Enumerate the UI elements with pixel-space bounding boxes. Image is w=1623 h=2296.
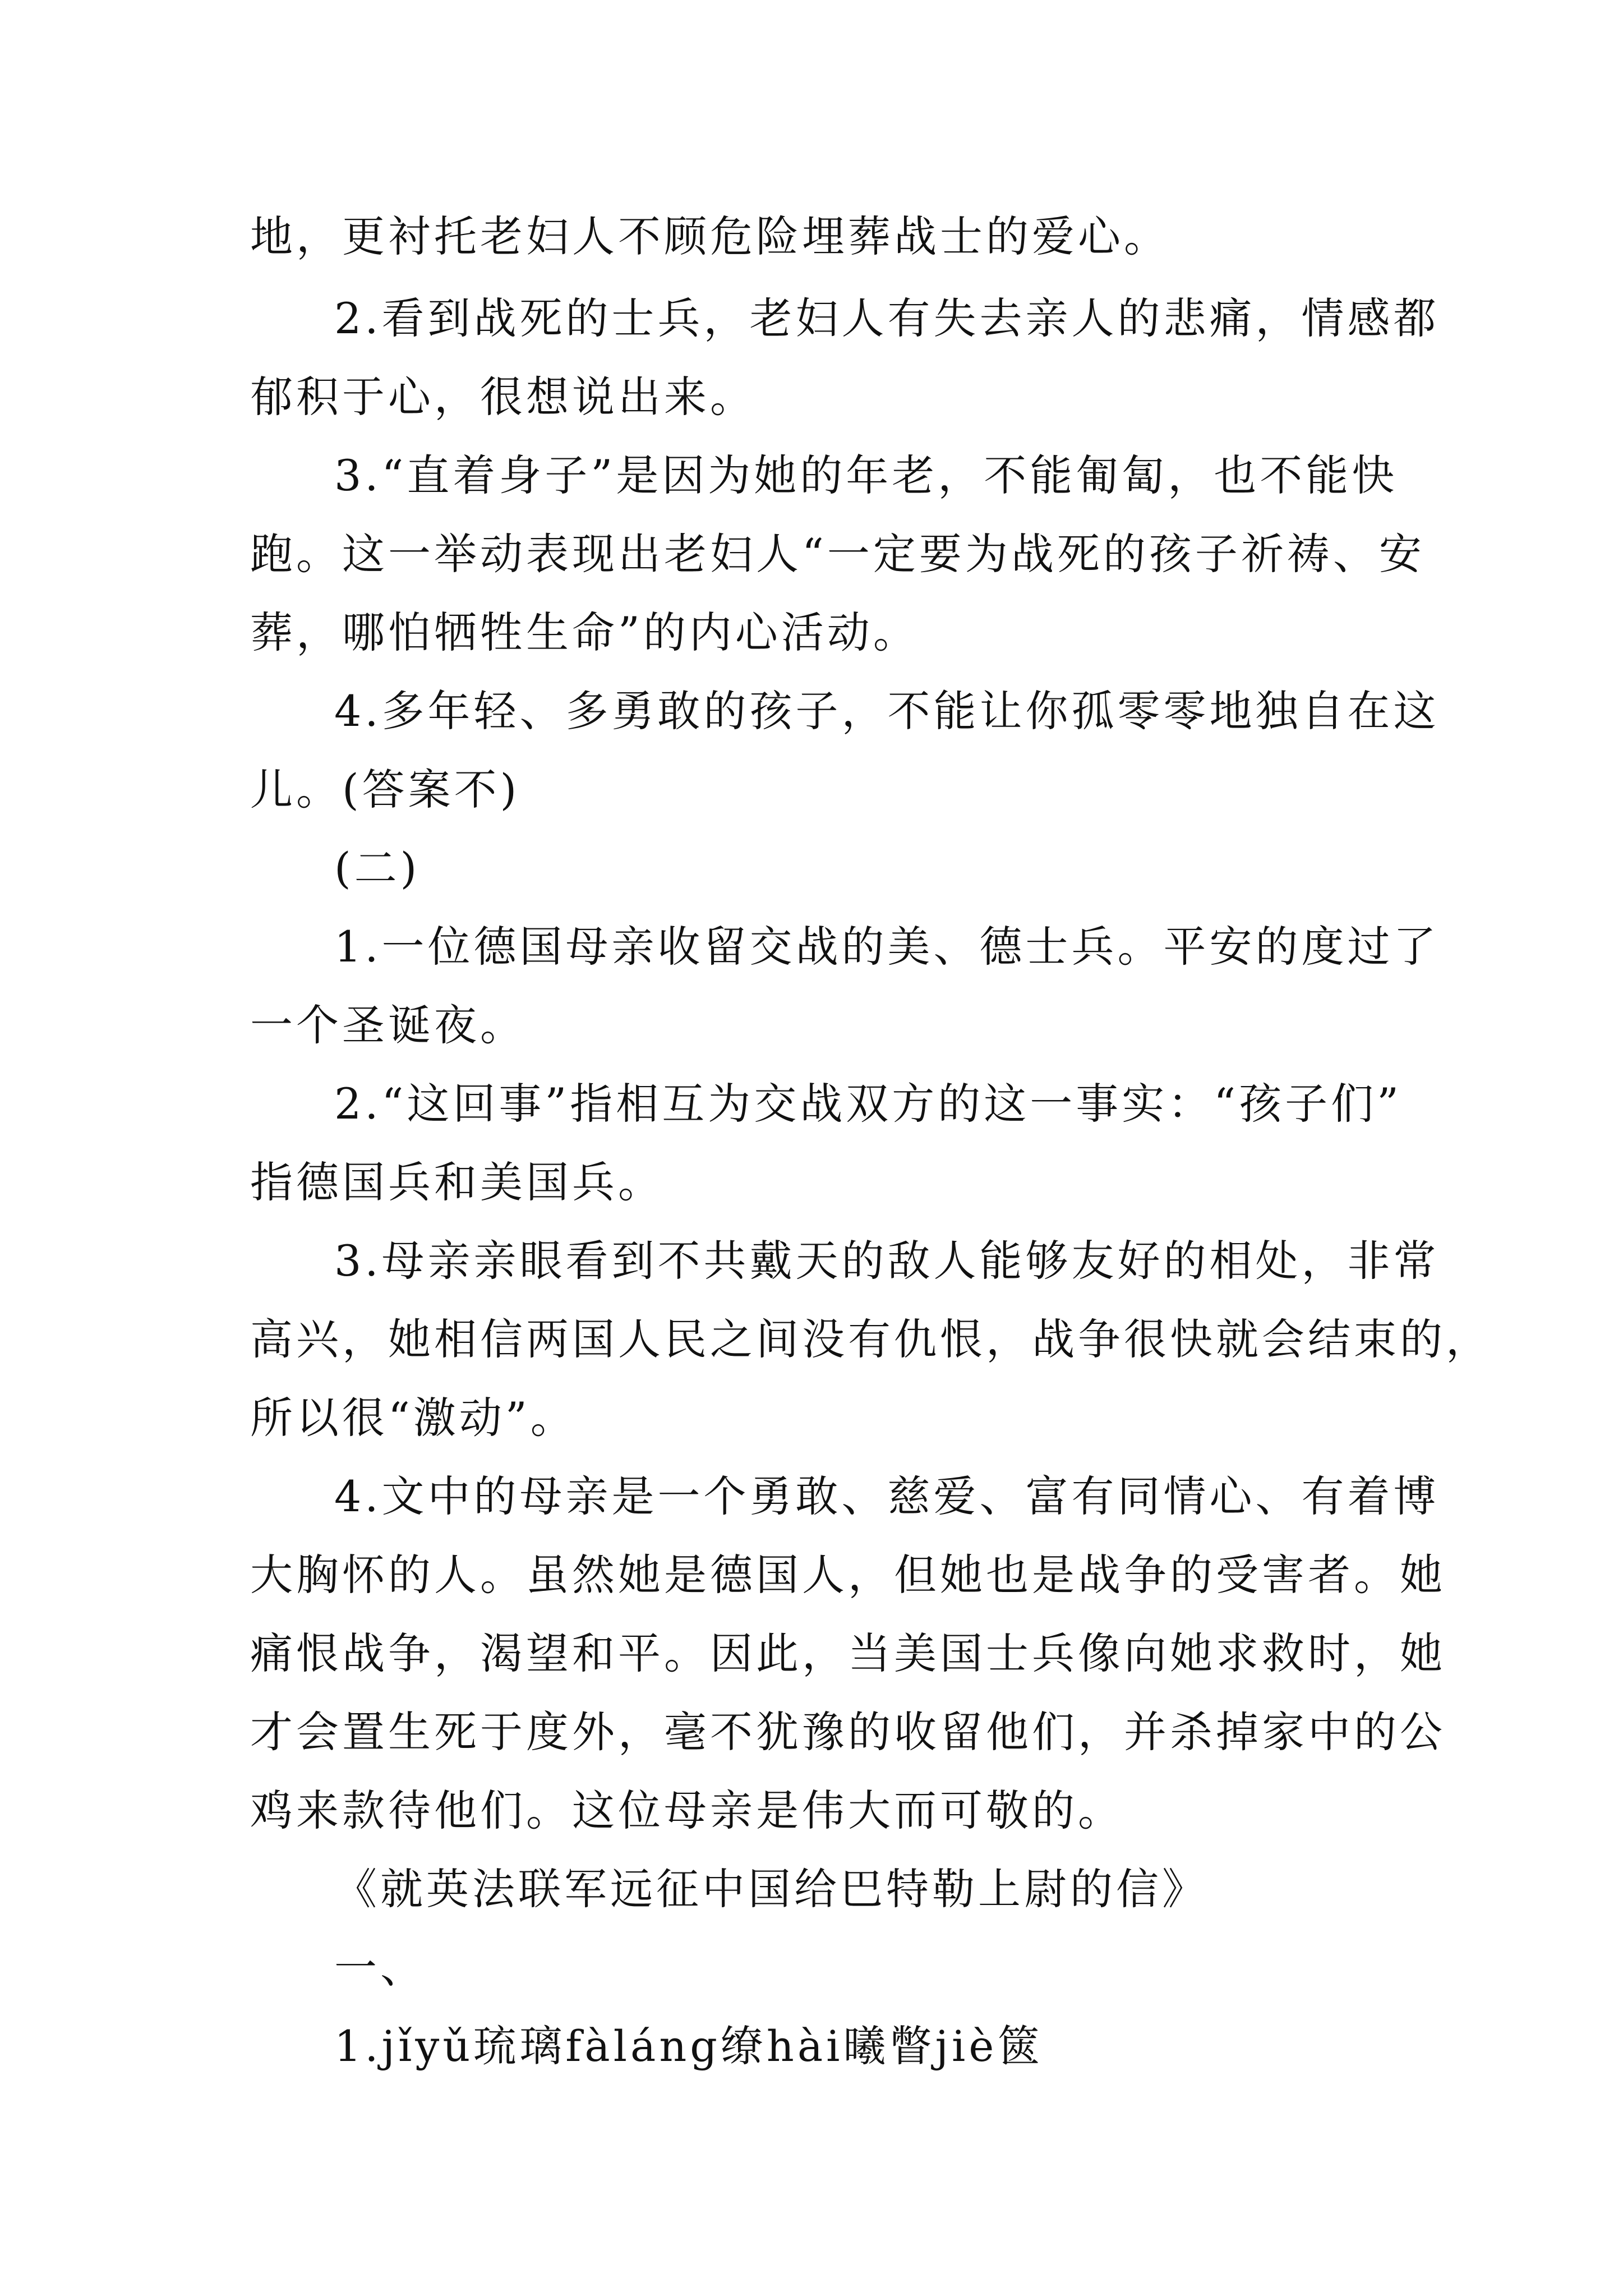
text-line: 鸡来款待他们。这位母亲是伟大而可敬的。 (250, 1786, 1124, 1835)
text-line: 高兴，她相信两国人民之间没有仇恨，战争很快就会结束的， (250, 1314, 1492, 1364)
text-line: 所以很“激动”。 (250, 1393, 577, 1443)
text-line: 郁积于心，很想说出来。 (250, 372, 756, 422)
answer-item: 4.多年轻、多勇敢的孩子，不能让你孤零零地独自在这 (334, 686, 1440, 736)
section-heading: (二) (334, 843, 421, 893)
text-line: 葬，哪怕牺牲生命”的内心活动。 (250, 608, 919, 657)
text-line: 一个圣诞夜。 (250, 1000, 526, 1050)
text-line: 痛恨战争，渴望和平。因此，当美国士兵像向她求救时，她 (250, 1628, 1446, 1678)
answer-item: 2.看到战死的士兵，老妇人有失去亲人的悲痛，情感都 (334, 293, 1440, 343)
answer-item: 2.“这回事”指相互为交战双方的这一事实：“孩子们” (334, 1079, 1402, 1129)
text-line: 地，更衬托老妇人不顾危险埋葬战士的爱心。 (250, 211, 1170, 261)
answer-item: 3.母亲亲眼看到不共戴天的敌人能够友好的相处，非常 (334, 1236, 1440, 1286)
answer-item: 1.jǐyǔ琉璃fàláng缭hài曦瞥jiè篋 (334, 2021, 1044, 2071)
text-line: 跑。这一举动表现出老妇人“一定要为战死的孩子祈祷、安 (250, 529, 1425, 579)
text-line: 大胸怀的人。虽然她是德国人，但她也是战争的受害者。她 (250, 1550, 1446, 1600)
answer-item: 1.一位德国母亲收留交战的美、德士兵。平安的度过了 (334, 922, 1440, 972)
article-title: 《就英法联军远征中国给巴特勒上尉的信》 (334, 1864, 1208, 1914)
section-heading: 一、 (334, 1943, 426, 1993)
answer-item: 4.文中的母亲是一个勇敢、慈爱、富有同情心、有着博 (334, 1471, 1440, 1521)
answer-item: 3.“直着身子”是因为她的年老，不能匍匐，也不能快 (334, 450, 1398, 500)
text-line: 儿。(答案不) (250, 765, 520, 815)
text-line: 指德国兵和美国兵。 (250, 1157, 664, 1207)
text-line: 才会置生死于度外，毫不犹豫的收留他们，并杀掉家中的公 (250, 1707, 1446, 1757)
